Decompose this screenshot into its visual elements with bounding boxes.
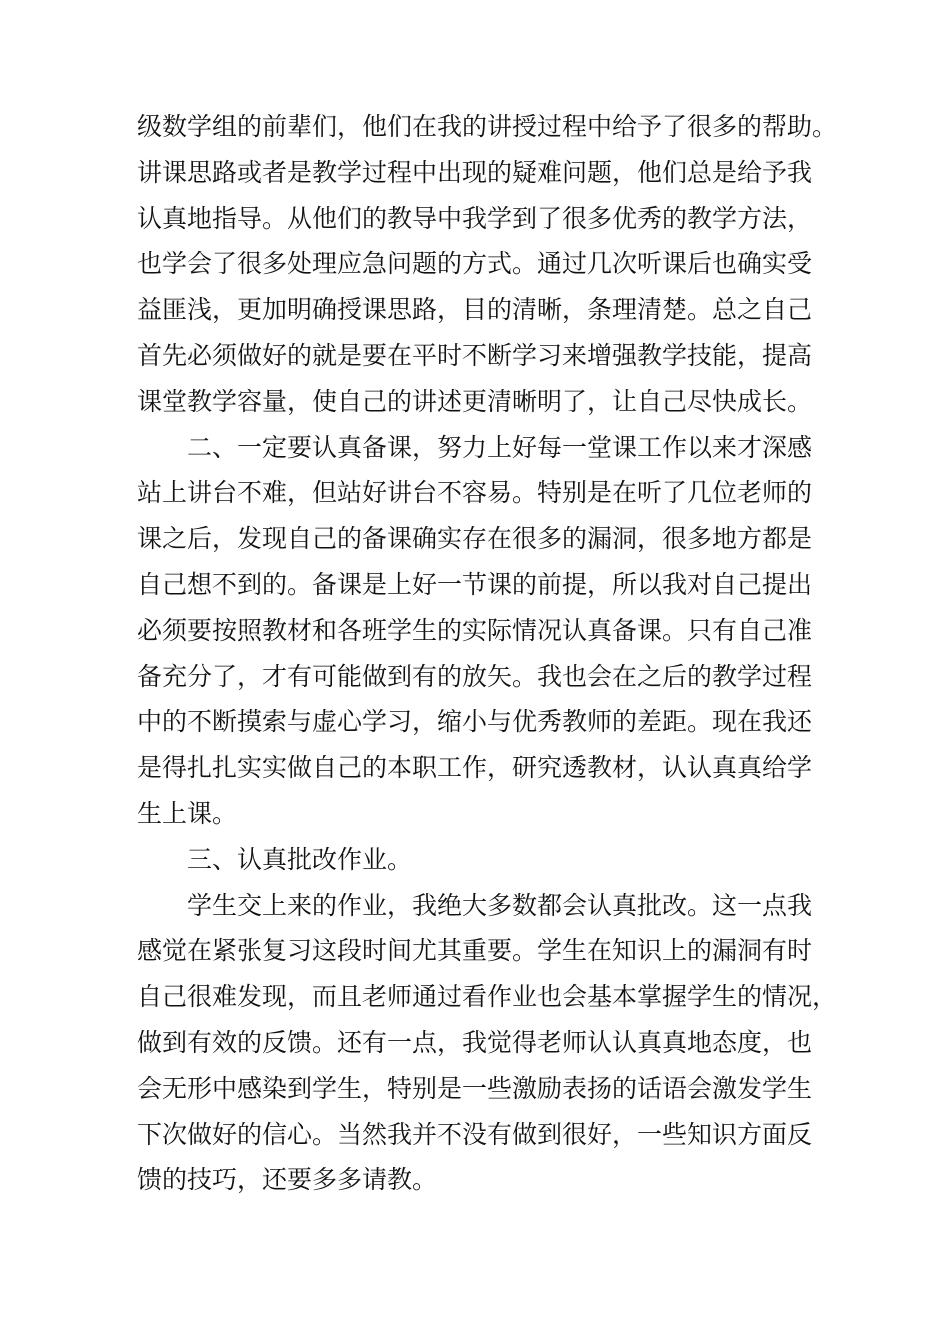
text-line: 站上讲台不难，但站好讲台不容易。特别是在听了几位老师的 [137, 478, 813, 508]
text-line: 益匪浅，更加明确授课思路，目的清晰，条理清楚。总之自己 [137, 295, 813, 325]
text-line: 备充分了，才有可能做到有的放矢。我也会在之后的教学过程 [137, 661, 813, 691]
paragraph-start-line: 学生交上来的作业，我绝大多数都会认真批改。这一点我 [187, 890, 813, 920]
text-line: 馈的技巧，还要多多请教。 [137, 1165, 438, 1195]
section-heading-line: 二、一定要认真备课，努力上好每一堂课工作以来才深感 [187, 432, 813, 462]
text-line: 必须要按照教材和各班学生的实际情况认真备课。只有自己准 [137, 615, 813, 645]
text-line: 下次做好的信心。当然我并不没有做到很好，一些知识方面反 [137, 1119, 813, 1149]
text-line: 讲课思路或者是教学过程中出现的疑难问题，他们总是给予我 [137, 157, 813, 187]
text-line: 认真地指导。从他们的教导中我学到了很多优秀的教学方法， [137, 203, 813, 233]
text-line: 也学会了很多处理应急问题的方式。通过几次听课后也确实受 [137, 249, 813, 279]
text-line: 课堂教学容量，使自己的讲述更清晰明了，让自己尽快成长。 [137, 386, 813, 416]
text-line: 课之后，发现自己的备课确实存在很多的漏洞，很多地方都是 [137, 524, 813, 554]
text-line: 自己很难发现，而且老师通过看作业也会基本掌握学生的情况， [137, 982, 838, 1012]
text-line: 首先必须做好的就是要在平时不断学习来增强教学技能，提高 [137, 340, 813, 370]
text-line: 是得扎扎实实做自己的本职工作，研究透教材，认认真真给学 [137, 753, 813, 783]
section-heading-line: 三、认真批改作业。 [187, 844, 413, 874]
text-line: 做到有效的反馈。还有一点，我觉得老师认认真真地态度，也 [137, 1027, 813, 1057]
text-line: 感觉在紧张复习这段时间尤其重要。学生在知识上的漏洞有时 [137, 936, 813, 966]
text-line: 级数学组的前辈们，他们在我的讲授过程中给予了很多的帮助。 [137, 112, 838, 141]
text-line: 生上课。 [137, 798, 238, 828]
document-body [137, 104, 837, 1203]
text-line: 中的不断摸索与虚心学习，缩小与优秀教师的差距。现在我还 [137, 707, 813, 737]
text-line: 自己想不到的。备课是上好一节课的前提，所以我对自己提出 [137, 569, 813, 599]
text-line: 会无形中感染到学生，特别是一些激励表扬的话语会激发学生 [137, 1073, 813, 1103]
